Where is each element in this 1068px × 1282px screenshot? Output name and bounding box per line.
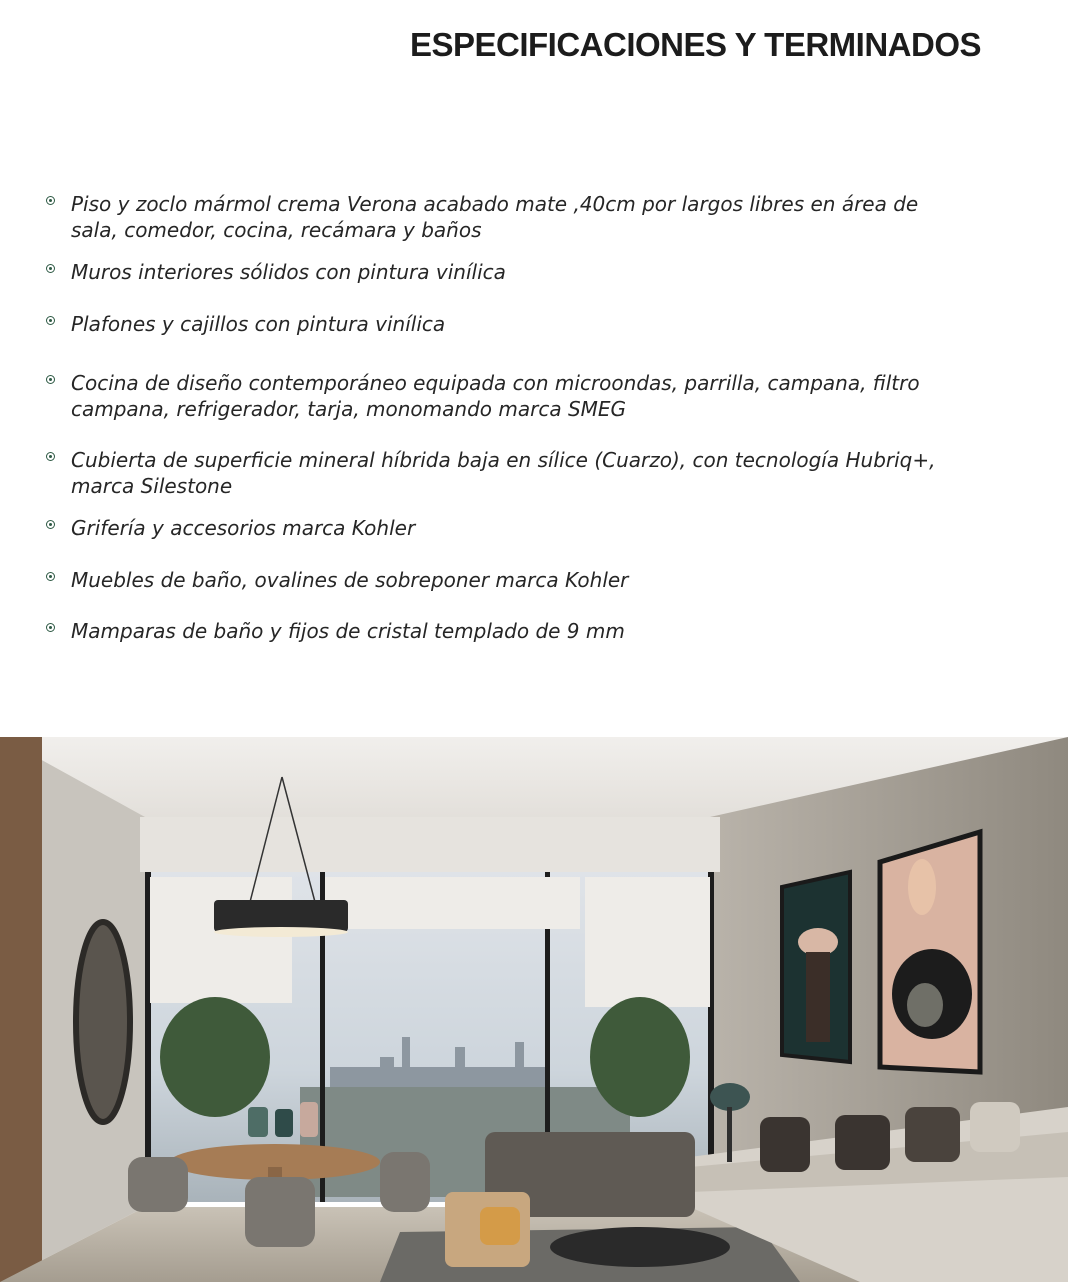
bullet-icon [46,623,55,632]
bullet-icon [46,452,55,461]
spec-text: Mamparas de baño y fijos de cristal templado de 9 mm [71,619,625,643]
list-item [46,567,996,593]
page-title: ESPECIFICACIONES Y TERMINADOS [409,26,981,63]
list-item [46,311,996,337]
artwork-left [782,872,850,1062]
list-item [46,618,996,644]
spec-text: Cocina de diseño contemporáneo equipada con microondas, parrilla, campana, filtro campana, refrigerador, tarja, monomando marca SMEG [71,371,920,421]
spec-text: Grifería y accesorios marca Kohler [71,516,416,540]
list-item [46,259,996,285]
bullet-icon [46,196,55,205]
soffit [140,817,720,872]
door [0,737,42,1282]
artwork-right [880,832,980,1072]
coffee-table [550,1227,730,1267]
list-item [46,447,996,499]
list-item [46,191,996,243]
lounge-chair [445,1192,530,1267]
bullet-icon [46,375,55,384]
spec-text: Cubierta de superficie mineral híbrida baja en sílice (Cuarzo), con tecnología Hubriq+, marca Silestone [71,448,936,498]
bullet-icon [46,520,55,529]
spec-text: Piso y zoclo mármol crema Verona acabado mate ,40cm por largos libres en área de sala, comedor, cocina, recámara y baños [71,192,919,242]
bullet-icon [46,264,55,273]
bullet-icon [46,572,55,581]
spec-text: Plafones y cajillos con pintura vinílica [71,312,446,336]
list-item [46,515,996,541]
living-room-photo [0,737,1068,1282]
round-mirror [76,922,130,1122]
spec-text: Muros interiores sólidos con pintura vinílica [71,260,506,284]
bullet-icon [46,316,55,325]
list-item [46,370,996,422]
spec-text: Muebles de baño, ovalines de sobreponer marca Kohler [71,568,629,592]
